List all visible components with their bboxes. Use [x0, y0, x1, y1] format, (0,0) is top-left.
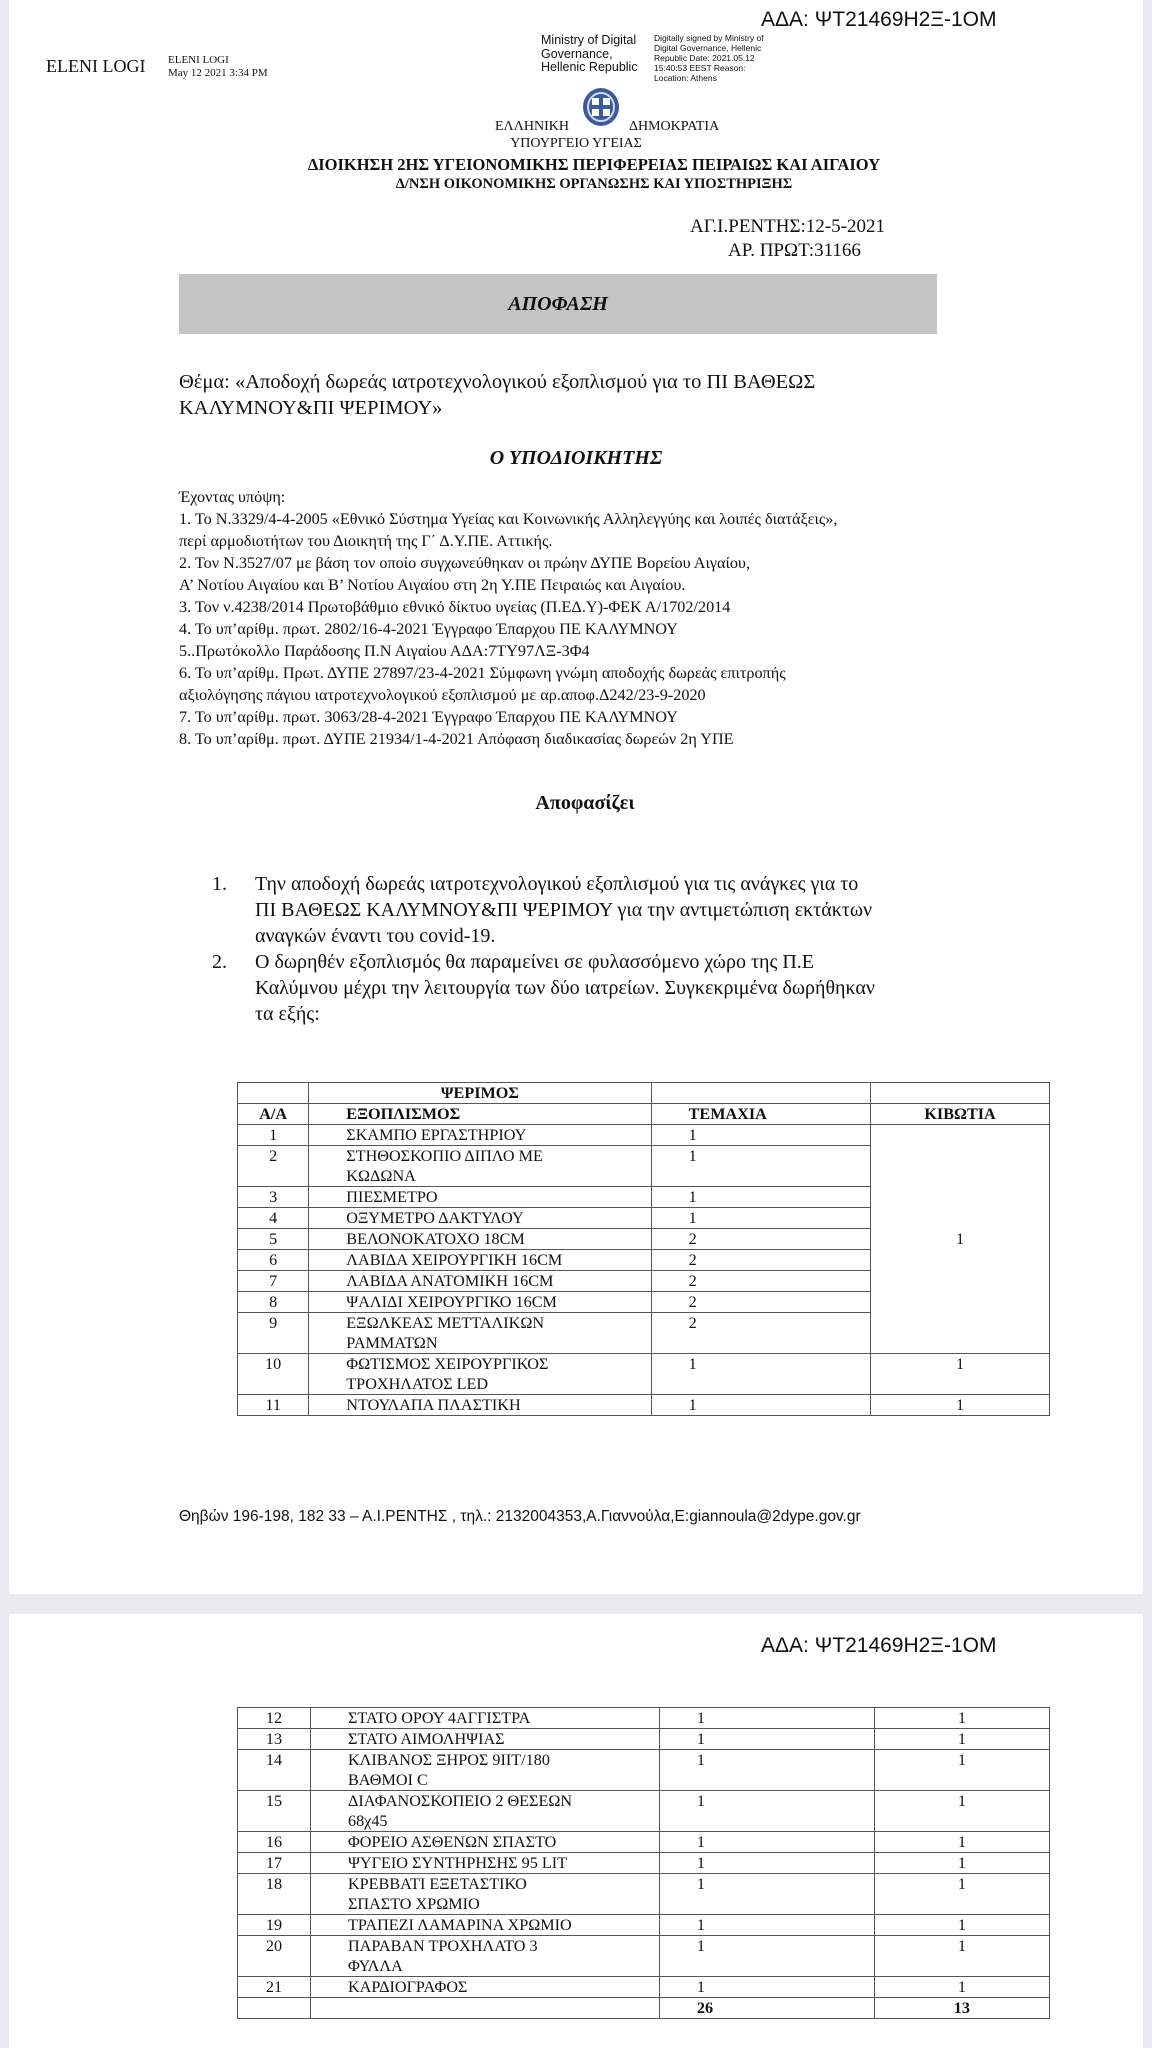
boxes-cell: 1: [871, 1395, 1050, 1416]
signer-name-large: ELENI LOGI: [46, 56, 146, 76]
quantity-cell: 1: [659, 1915, 874, 1936]
equipment-name-line: ΝΤΟΥΛΑΠΑ ΠΛΑΣΤΙΚΗ: [346, 1396, 521, 1414]
boxes-cell: 1: [871, 1354, 1050, 1395]
subject-line-1: Θέμα: «Αποδοχή δωρεάς ιατροτεχνολογικού εξοπλισμού για το ΠΙ ΒΑΘΕΩΣ: [179, 371, 816, 393]
quantity-cell: 1: [659, 1936, 874, 1977]
quantity-cell: 1: [659, 1708, 874, 1729]
row-number-cell: 8: [238, 1292, 309, 1313]
equipment-name-cell: [310, 1791, 659, 1832]
authority-label: ΔΙΟΙΚΗΣΗ 2ΗΣ ΥΓΕΙΟΝΟΜΙΚΗΣ ΠΕΡΙΦΕΡΕΙΑΣ ΠΕΙΡΑΙΩΣ ΚΑΙ ΑΙΓΑΙΟΥ: [307, 155, 881, 174]
equipment-name-line: ΚΑΡΔΙΟΓΡΑΦΟΣ: [347, 1978, 468, 1996]
group-header: ΨΕΡΙΜΟΣ: [309, 1083, 651, 1104]
equipment-name-line: ΨΥΓΕΙΟ ΣΥΝΤΗΡΗΣΗΣ 95 LIT: [347, 1854, 568, 1872]
equipment-name-line: ΠΑΡΑΒΑΝ ΤΡΟΧΗΛΑΤΟ 3: [347, 1937, 538, 1955]
signer-stamp: [168, 54, 268, 80]
reference-protocol-number: ΑΡ. ΠΡΩΤ:31166: [728, 240, 861, 261]
equipment-name-cell: [309, 1271, 651, 1292]
directorate-label: Δ/ΝΣΗ ΟΙΚΟΝΟΜΙΚΗΣ ΟΡΓΑΝΩΣΗΣ ΚΑΙ ΥΠΟΣΤΗΡΙΞΗΣ: [395, 176, 793, 192]
row-number-cell: 13: [238, 1729, 311, 1750]
table-row: [238, 1853, 1050, 1874]
column-header: ΤΕΜΑΧΙΑ: [651, 1104, 870, 1125]
row-number-cell: 4: [238, 1208, 309, 1229]
reference-place-date: ΑΓ.Ι.ΡΕΝΤΗΣ:12-5-2021: [690, 216, 885, 237]
equipment-name-cell: [310, 1832, 659, 1853]
row-number-cell: 6: [238, 1250, 309, 1271]
equipment-name-cell: [310, 1915, 659, 1936]
equipment-name-cell: [309, 1229, 651, 1250]
consideration-line: 1. Το Ν.3329/4-4-2005 «Εθνικό Σύστημα Υγείας και Κοινωνικής Αλληλεγγύης και λοιπές διατάξεις»,: [179, 510, 838, 528]
table-row: [238, 1791, 1050, 1832]
equipment-name-line: ΛΑΒΙΔΑ ΧΕΙΡΟΥΡΓΙΚΗ 16CM: [346, 1251, 563, 1269]
table-row: [238, 1977, 1050, 1998]
republic-label-right: ΔΗΜΟΚΡΑΤΙΑ: [629, 119, 720, 134]
republic-label-left: ΕΛΛΗΝΙΚΗ: [495, 119, 569, 134]
decision-banner: [179, 274, 937, 334]
quantity-cell: 2: [651, 1313, 870, 1354]
equipment-name-line: ΦΥΛΛΑ: [347, 1957, 403, 1975]
equipment-name-cell: [309, 1187, 651, 1208]
equipment-name-cell: [310, 1874, 659, 1915]
row-number-cell: 17: [238, 1853, 311, 1874]
equipment-name-line: ΚΩΔΩΝΑ: [346, 1167, 416, 1185]
quantity-cell: 2: [651, 1271, 870, 1292]
equipment-name-cell: [309, 1292, 651, 1313]
row-number-cell: 14: [238, 1750, 311, 1791]
digital-signature-details: Digitally signed by Ministry of Digital Governance, Hellenic Republic Date: 2021.05.12 15:40:53 EEST Reason: Location: Athens: [654, 33, 764, 83]
ministry-label: ΥΠΟΥΡΓΕΙΟ ΥΓΕΙΑΣ: [510, 136, 642, 151]
equipment-name-cell: [310, 1853, 659, 1874]
subject-line-2: ΚΑΛΥΜΝΟΥ&ΠΙ ΨΕΡΙΜΟΥ»: [179, 397, 443, 419]
boxes-cell: 1: [874, 1729, 1049, 1750]
table-row: [238, 1750, 1050, 1791]
row-number-cell: 3: [238, 1187, 309, 1208]
consideration-line: 3. Τον ν.4238/2014 Πρωτοβάθμιο εθνικό δίκτυο υγείας (Π.ΕΔ.Υ)-ΦΕΚ Α/1702/2014: [179, 598, 731, 616]
ministry-signature-name: Ministry of Digital Governance, Hellenic Republic: [541, 33, 638, 74]
column-header: ΚΙΒΩΤΙΑ: [871, 1104, 1050, 1125]
ada-code: ΑΔΑ: ΨΤ21469Η2Ξ-1ΟΜ: [761, 8, 997, 31]
quantity-cell: 1: [659, 1750, 874, 1791]
quantity-cell: 1: [651, 1354, 870, 1395]
totals-empty-cell: [238, 1998, 311, 2019]
quantity-cell: 1: [651, 1146, 870, 1187]
quantity-cell: 2: [651, 1292, 870, 1313]
boxes-cell: 1: [874, 1708, 1049, 1729]
signer-name-small: ELENI LOGI: [168, 54, 229, 66]
table-row: [238, 1936, 1050, 1977]
equipment-name-line: ΛΑΒΙΔΑ ΑΝΑΤΟΜΙΚΗ 16CM: [346, 1272, 554, 1290]
equipment-name-cell: [309, 1146, 651, 1187]
equipment-name-line: ΤΡΑΠΕΖΙ ΛΑΜΑΡΙΝΑ ΧΡΩΜΙΟ: [347, 1916, 572, 1934]
quantity-cell: 1: [651, 1395, 870, 1416]
document-page-2: [9, 1614, 1143, 2048]
row-number-cell: 9: [238, 1313, 309, 1354]
equipment-name-line: ΠΙΕΣΜΕΤΡΟ: [346, 1188, 438, 1206]
column-header: ΕΞΟΠΛΙΣΜΟΣ: [309, 1104, 651, 1125]
row-number-cell: 1: [238, 1125, 309, 1146]
equipment-table: [237, 1082, 1050, 1416]
table-row: [238, 1395, 1050, 1416]
quantity-cell: 1: [659, 1874, 874, 1915]
row-number-cell: 2: [238, 1146, 309, 1187]
equipment-name-cell: [309, 1125, 651, 1146]
row-number-cell: 16: [238, 1832, 311, 1853]
boxes-cell: 1: [874, 1832, 1049, 1853]
totals-empty-cell: [310, 1998, 659, 2019]
decision-title: ΑΠΟΦΑΣΗ: [508, 292, 608, 315]
decision-list: [212, 871, 875, 1027]
equipment-name-line: ΣΤΑΤΟ ΟΡΟΥ 4ΑΓΓΙΣΤΡΑ: [347, 1709, 531, 1727]
consideration-line: 2. Τον Ν.3527/07 με βάση τον οποίο συγχωνεύθηκαν οι πρώην ΔΥΠΕ Βορείου Αιγαίου,: [179, 554, 750, 572]
decides-heading: Αποφασίζει: [535, 792, 635, 814]
consideration-line: 4. Το υπ’αρίθμ. πρωτ. 2802/16-4-2021 Έγγραφο Έπαρχου ΠΕ ΚΑΛΥΜΝΟΥ: [179, 620, 678, 638]
document-page-1: [9, 0, 1143, 1594]
decision-item: 1. Την αποδοχή δωρεάς ιατροτεχνολογικού εξοπλισμού για τις ανάγκες για το ΠΙ ΒΑΘΕΩΣ ΚΑΛΥΜΝΟΥ&ΠΙ ΨΕΡΙΜΟΥ για την αντιμετώπιση εκτάκτων αναγκών έναντι του covid-19.: [212, 873, 873, 947]
quantity-cell: 1: [659, 1977, 874, 1998]
table-row: [238, 1915, 1050, 1936]
equipment-name-line: ΦΩΤΙΣΜΟΣ ΧΕΙΡΟΥΡΓΙΚΟΣ: [346, 1355, 549, 1373]
subject: [179, 369, 815, 421]
equipment-name-cell: [309, 1250, 651, 1271]
equipment-name-line: ΦΟΡΕΙΟ ΑΣΘΕΝΩΝ ΣΠΑΣΤΟ: [347, 1833, 557, 1851]
row-number-cell: 5: [238, 1229, 309, 1250]
equipment-name-line: ΕΞΩΛΚΕΑΣ ΜΕΤΤΑΛΙΚΩΝ: [346, 1314, 545, 1332]
equipment-name-line: ΣΤΗΘΟΣΚΟΠΙΟ ΔΙΠΛΟ ΜΕ: [346, 1147, 543, 1165]
consideration-line: περί αρμοδιοτήτων του Διοικητή της Γ΄ Δ.Υ.ΠΕ. Αττικής.: [179, 532, 553, 550]
boxes-cell: 1: [874, 1853, 1049, 1874]
row-number-cell: 20: [238, 1936, 311, 1977]
signer-date: May 12 2021 3:34 PM: [168, 67, 268, 79]
row-number-cell: 19: [238, 1915, 311, 1936]
equipment-name-cell: [310, 1750, 659, 1791]
equipment-name-cell: [310, 1708, 659, 1729]
equipment-name-line: ΔΙΑΦΑΝΟΣΚΟΠΕΙΟ 2 ΘΕΣΕΩΝ: [347, 1792, 573, 1810]
equipment-name-line: ΣΚΑΜΠΟ ΕΡΓΑΣΤΗΡΙΟΥ: [346, 1126, 527, 1144]
totals-row: [238, 1998, 1050, 2019]
row-number-cell: 21: [238, 1977, 311, 1998]
total-boxes-cell: 13: [874, 1998, 1049, 2019]
equipment-name-cell: [309, 1395, 651, 1416]
equipment-name-cell: [309, 1313, 651, 1354]
consideration-line: 7. Το υπ’αρίθμ. πρωτ. 3063/28-4-2021 Έγγραφο Έπαρχου ΠΕ ΚΑΛΥΜΝΟΥ: [179, 708, 678, 726]
quantity-cell: 1: [651, 1208, 870, 1229]
boxes-cell: 1: [874, 1915, 1049, 1936]
considering-heading: Έχοντας υπόψη:: [179, 488, 286, 506]
row-number-cell: 18: [238, 1874, 311, 1915]
decision-item: 2. Ο δωρηθέν εξοπλισμός θα παραμείνει σε φυλασσόμενο χώρο της Π.Ε Καλύμνου μέχρι την λειτουργία των δύο ιατρείων. Συγκεκριμένα δωρήθηκαν τα εξής:: [212, 951, 875, 1025]
quantity-cell: 1: [659, 1853, 874, 1874]
boxes-cell: 1: [874, 1750, 1049, 1791]
equipment-name-line: ΚΛΙΒΑΝΟΣ ΞΗΡΟΣ 9ΙΙΤ/180: [347, 1751, 550, 1769]
quantity-cell: 1: [651, 1187, 870, 1208]
table-header-row: [238, 1104, 1050, 1125]
table-row: [238, 1125, 1050, 1146]
equipment-name-line: ΡΑΜΜΑΤΩΝ: [346, 1334, 438, 1352]
table-row: [238, 1832, 1050, 1853]
consideration-line: Α’ Νοτίου Αιγαίου και Β’ Νοτίου Αιγαίου στη 2η Υ.ΠΕ Πειραιώς και Αιγαίου.: [179, 576, 686, 594]
ada-code: ΑΔΑ: ΨΤ21469Η2Ξ-1ΟΜ: [761, 1634, 997, 1657]
table-row: [238, 1729, 1050, 1750]
boxes-merged-cell: 1: [871, 1125, 1050, 1354]
equipment-name-line: ΒΕΛΟΝΟΚΑΤΟΧΟ 18CM: [346, 1230, 525, 1248]
quantity-cell: 1: [651, 1125, 870, 1146]
equipment-name-line: 68χ45: [347, 1812, 388, 1830]
quantity-cell: 2: [651, 1229, 870, 1250]
consideration-line: 6. Το υπ’αρίθμ. Πρωτ. ΔΥΠΕ 27897/23-4-2021 Σύμφωνη γνώμη αποδοχής δωρεάς επιτροπής: [179, 664, 786, 682]
equipment-name-cell: [309, 1208, 651, 1229]
row-number-cell: 10: [238, 1354, 309, 1395]
column-header: Α/Α: [238, 1104, 309, 1125]
table-row: [238, 1708, 1050, 1729]
row-number-cell: 15: [238, 1791, 311, 1832]
consideration-line: αξιολόγησης πάγιου ιατροτεχνολογικού εξοπλισμού με αρ.αποφ.Δ242/23-9-2020: [179, 686, 706, 704]
row-number-cell: 12: [238, 1708, 311, 1729]
boxes-cell: 1: [874, 1791, 1049, 1832]
equipment-name-cell: [310, 1729, 659, 1750]
quantity-cell: 2: [651, 1250, 870, 1271]
equipment-name-cell: [310, 1977, 659, 1998]
quantity-cell: 1: [659, 1729, 874, 1750]
table-row: [238, 1874, 1050, 1915]
equipment-name-line: ΒΑΘΜΟΙ C: [347, 1771, 428, 1789]
equipment-name-line: ΟΞΥΜΕΤΡΟ ΔΑΚΤΥΛΟΥ: [346, 1209, 524, 1227]
quantity-cell: 1: [659, 1832, 874, 1853]
equipment-name-cell: [310, 1936, 659, 1977]
deputy-governor-title: Ο ΥΠΟΔΙΟΙΚΗΤΗΣ: [489, 447, 663, 469]
boxes-cell: 1: [874, 1977, 1049, 1998]
boxes-cell: 1: [874, 1874, 1049, 1915]
footer-address: Θηβών 196-198, 182 33 – Α.Ι.ΡΕΝΤΗΣ , τηλ.: 2132004353,Α.Γιαννούλα,Ε:giannoula@2dype.gov.gr: [179, 1508, 861, 1525]
considerations-block: [179, 486, 837, 750]
quantity-cell: 1: [659, 1791, 874, 1832]
table-group-header-row: [238, 1083, 1050, 1104]
row-number-cell: 7: [238, 1271, 309, 1292]
table-row: [238, 1354, 1050, 1395]
equipment-name-line: ΣΠΑΣΤΟ ΧΡΩΜΙΟ: [347, 1895, 480, 1913]
equipment-table-continued: [237, 1707, 1050, 2019]
boxes-cell: 1: [874, 1936, 1049, 1977]
equipment-name-line: ΤΡΟΧΗΛΑΤΟΣ LED: [346, 1375, 489, 1393]
total-quantity-cell: 26: [659, 1998, 874, 2019]
row-number-cell: 11: [238, 1395, 309, 1416]
consideration-line: 8. Το υπ’αρίθμ. πρωτ. ΔΥΠΕ 21934/1-4-2021 Απόφαση διαδικασίας δωρεών 2η ΥΠΕ: [179, 730, 734, 748]
greek-coat-of-arms-icon: [581, 86, 621, 133]
equipment-name-line: ΚΡΕΒΒΑΤΙ ΕΞΕΤΑΣΤΙΚΟ: [347, 1875, 527, 1893]
equipment-name-cell: [309, 1354, 651, 1395]
equipment-name-line: ΣΤΑΤΟ ΑΙΜΟΛΗΨΙΑΣ: [347, 1730, 505, 1748]
consideration-line: 5..Πρωτόκολλο Παράδοσης Π.Ν Αιγαίου ΑΔΑ:7ΤΥ97ΛΞ-3Φ4: [179, 642, 590, 660]
equipment-name-line: ΨΑΛΙΔΙ ΧΕΙΡΟΥΡΓΙΚΟ 16CM: [346, 1293, 557, 1311]
